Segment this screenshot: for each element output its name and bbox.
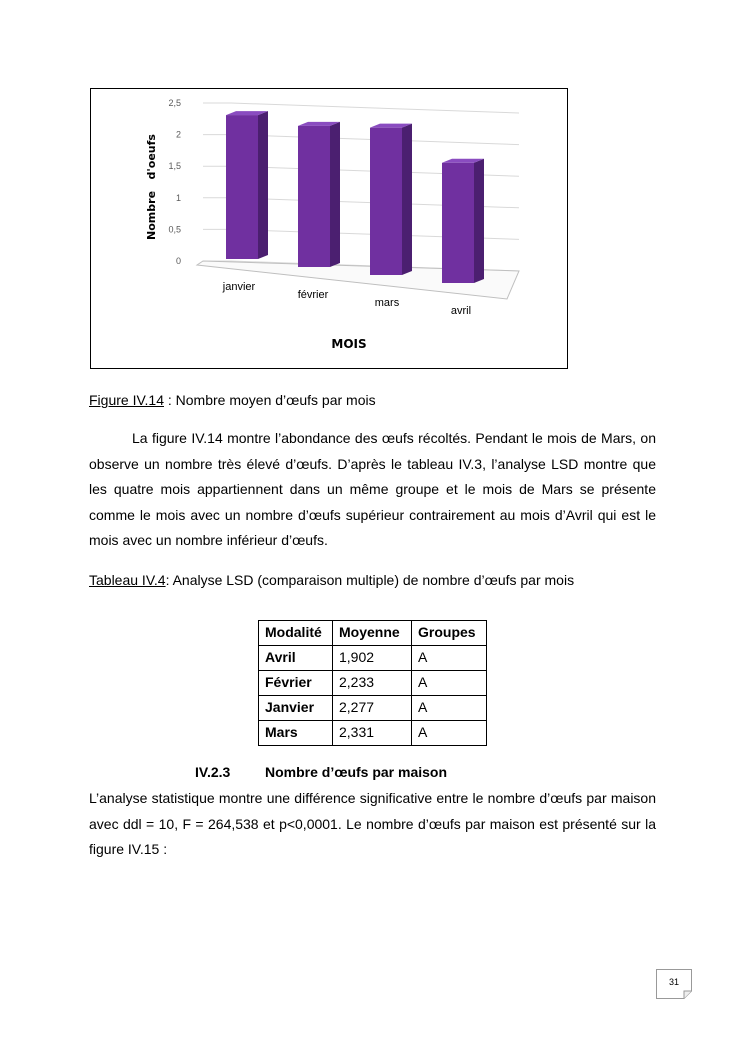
y-tick-label: 1,5 (168, 161, 181, 172)
bar (442, 163, 474, 283)
figure-caption (89, 392, 376, 408)
y-tick-label: 2 (175, 129, 181, 140)
figure-caption-text: : Nombre moyen d’œufs par mois (163, 392, 376, 408)
table-cell: 2,277 (333, 696, 412, 721)
bar (298, 126, 330, 267)
x-tick-label: mars (374, 297, 400, 309)
lsd-table (258, 620, 487, 746)
table-row (259, 721, 487, 746)
header-cell: Modalité (259, 621, 333, 646)
table-cell: Mars (259, 721, 333, 746)
table-cell: A (412, 646, 487, 671)
x-axis-label: MOIS (331, 337, 367, 351)
y-tick-label: 1 (175, 192, 181, 203)
body-paragraph-2: L’analyse statistique montre une différence significative entre le nombre d’œufs par maison avec ddl = 10, F = 264,538 et p<0,0001. Le nombre d’œufs par maison est présenté sur la figure IV.15 : (89, 790, 656, 858)
section-title: Nombre d’œufs par maison (265, 764, 448, 780)
table-cell: Avril (259, 646, 333, 671)
page-number: 31 (668, 977, 679, 987)
table-cell: A (412, 696, 487, 721)
page-number-box (656, 969, 692, 999)
section-number: IV.2.3 (195, 764, 231, 780)
gridline (231, 103, 519, 113)
bar-side (474, 159, 484, 283)
table-caption-text: : Analyse LSD (comparaison multiple) de nombre d’œufs par mois (165, 572, 575, 588)
table-row (259, 646, 487, 671)
table-row (259, 696, 487, 721)
x-tick-label: avril (450, 305, 472, 317)
table-cell: 1,902 (333, 646, 412, 671)
bar (370, 128, 402, 275)
table-cell: Février (259, 671, 333, 696)
x-tick-label: janvier (222, 281, 256, 293)
body-paragraph-1: La figure IV.14 montre l’abondance des œufs récoltés. Pendant le mois de Mars, on observe un nombre très élevé d’œufs. D’après le tableau IV.3, l’analyse LSD montre que les quatre mois appartiennent dans un même groupe et le mois de Mars se présente comme le mois avec un nombre d’œufs supérieur contrairement au mois d’Avril qui est le mois avec un nombre inférieur d’œufs. (89, 430, 656, 549)
table-cell: Janvier (259, 696, 333, 721)
table-cell: A (412, 671, 487, 696)
figure-caption-label: Figure IV.14 (89, 392, 164, 408)
lsd-table-wrapper (258, 620, 487, 746)
y-tick-label: 0,5 (168, 224, 181, 235)
x-tick-label: février (297, 289, 329, 301)
table-cell: 2,233 (333, 671, 412, 696)
table-header-row (259, 621, 487, 646)
chart-canvas (91, 89, 569, 370)
bar-side (402, 124, 412, 275)
table-caption (89, 572, 574, 588)
bar-side (330, 122, 340, 267)
bar-side (258, 111, 268, 259)
table-cell: 2,331 (333, 721, 412, 746)
bar (226, 115, 258, 259)
bar-chart (90, 88, 568, 369)
y-tick-label: 0 (175, 256, 181, 266)
y-tick-label: 2,5 (168, 98, 181, 108)
table-row (259, 671, 487, 696)
table-cell: A (412, 721, 487, 746)
section-heading (195, 764, 447, 780)
table-caption-label: Tableau IV.4 (89, 572, 166, 588)
header-cell: Groupes (412, 621, 487, 646)
header-cell: Moyenne (333, 621, 412, 646)
y-axis-label: Nombre d'oeufs (145, 134, 158, 240)
